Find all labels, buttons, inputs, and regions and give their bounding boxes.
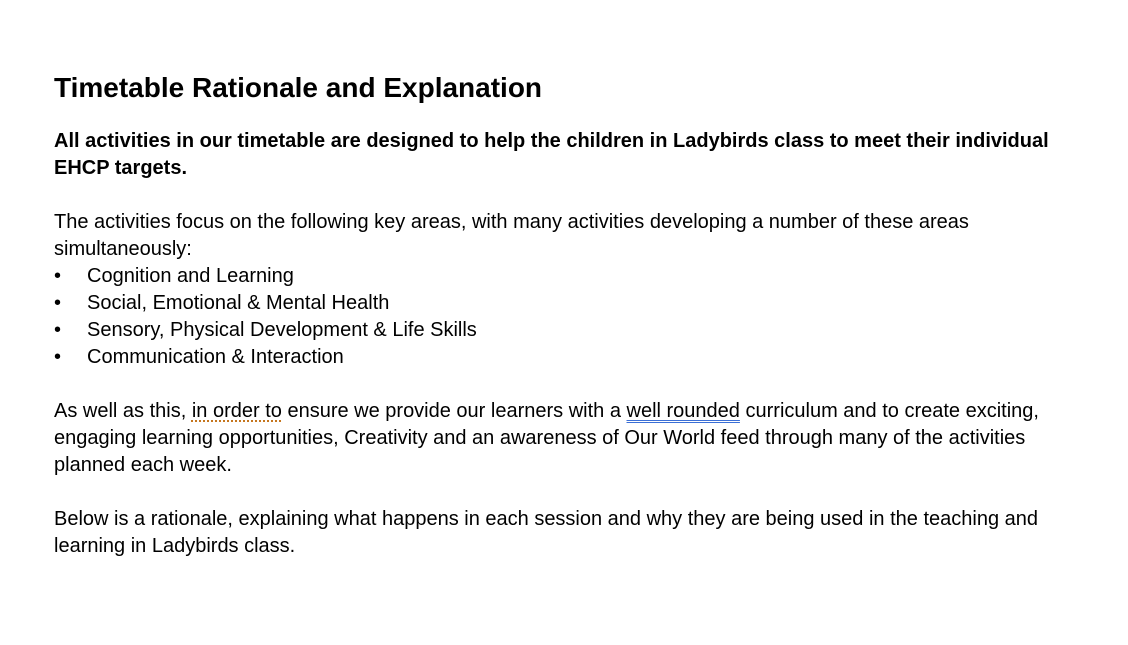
list-item-label: Sensory, Physical Development & Life Skills bbox=[87, 319, 477, 341]
key-areas-list bbox=[54, 263, 1098, 371]
page-title: Timetable Rationale and Explanation bbox=[54, 72, 543, 103]
list-item bbox=[54, 263, 1098, 290]
list-item bbox=[54, 344, 1098, 371]
list-item-label: Communication & Interaction bbox=[87, 346, 344, 368]
bullet-icon: • bbox=[54, 292, 62, 314]
intro-paragraph: The activities focus on the following key areas, with many activities developing a number of these areas simultaneously: bbox=[54, 211, 969, 260]
list-item-label: Cognition and Learning bbox=[87, 265, 294, 287]
list-item bbox=[54, 317, 1098, 344]
spelling-suggestion[interactable]: in order to bbox=[191, 400, 282, 422]
rationale-paragraph: Below is a rationale, explaining what happens in each session and why they are being used in the teaching and learning in Ladybirds class. bbox=[54, 508, 1038, 557]
bullet-icon: • bbox=[54, 265, 62, 287]
text-run: ensure we provide our learners with a bbox=[281, 400, 627, 422]
curriculum-paragraph bbox=[54, 398, 1098, 479]
text-run: curriculum and to create exciting, engaging learning opportunities, Creativity and an awareness of Our World feed through many of the activities planned each week. bbox=[54, 400, 1039, 476]
bullet-icon: • bbox=[54, 346, 62, 368]
bullet-icon: • bbox=[54, 319, 62, 341]
list-item-label: Social, Emotional & Mental Health bbox=[87, 292, 390, 314]
list-item bbox=[54, 290, 1098, 317]
lead-paragraph: All activities in our timetable are designed to help the children in Ladybirds class to meet their individual EHCP targets. bbox=[54, 130, 1049, 179]
grammar-suggestion[interactable]: well rounded bbox=[626, 400, 740, 422]
text-run: As well as this, bbox=[54, 400, 192, 422]
